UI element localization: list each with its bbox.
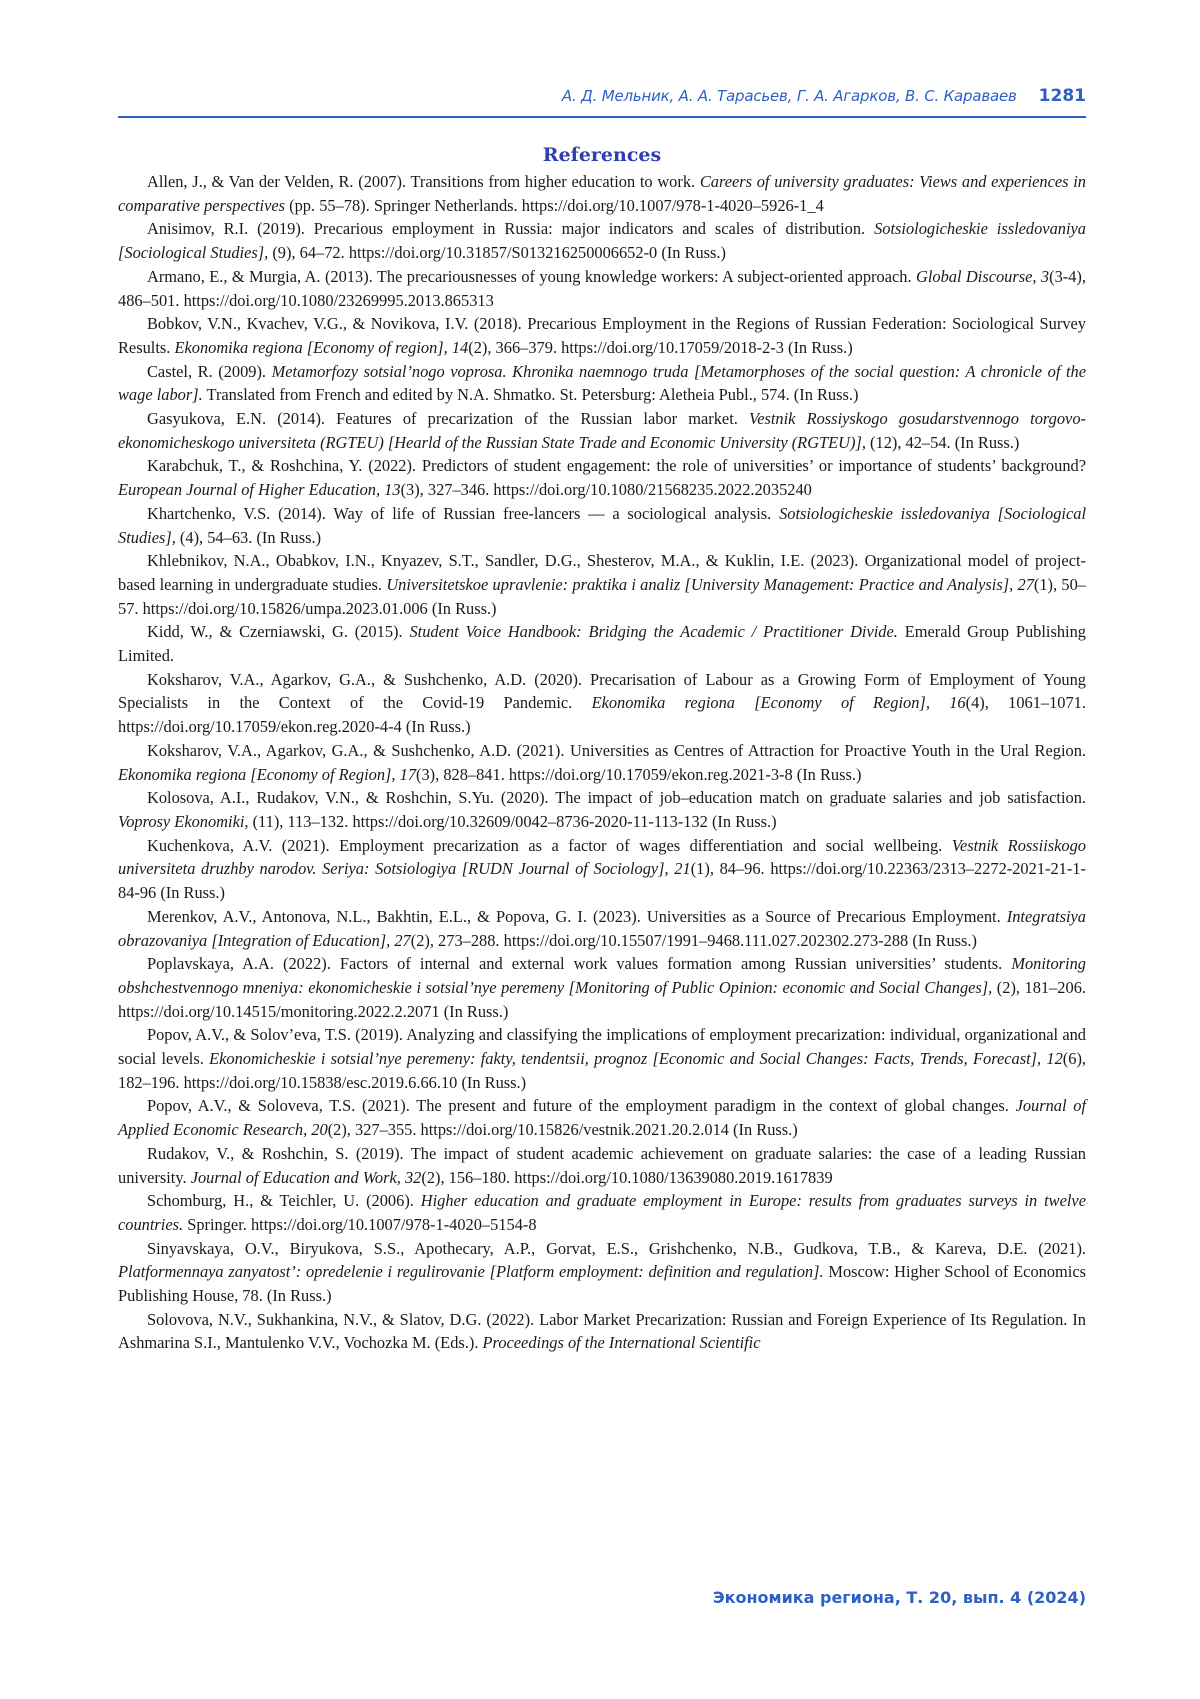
- reference-details: (1), 50–57. https://doi.org/10.15826/umpa.2023.01.006 (In Russ.): [118, 574, 1086, 618]
- reference-details: (6), 182–196. https://doi.org/10.15838/esc.2019.6.66.10 (In Russ.): [118, 1049, 1087, 1092]
- reference-details: (4), 54–63. (In Russ.): [175, 527, 322, 547]
- reference-entry: [118, 170, 1086, 217]
- reference-authors-title: Bobkov, V.N., Kvachev, V.G., & Novikova, I.V. (2018). Precarious Employment in the Regions of Russian Federation: Sociological Survey Results.: [118, 314, 1086, 357]
- reference-entry: [118, 1023, 1086, 1094]
- reference-entry: [118, 217, 1086, 264]
- reference-entry: [118, 407, 1086, 454]
- reference-authors-title: Kidd, W., & Czerniawski, G. (2015).: [147, 622, 410, 642]
- reference-authors-title: Kuchenkova, A.V. (2021). Employment precarization as a factor of wages differentiation and social wellbeing.: [147, 835, 952, 855]
- reference-entry: [118, 1189, 1086, 1236]
- reference-authors-title: Khartchenko, V.S. (2014). Way of life of Russian free-lancers — a sociological analysis.: [147, 503, 780, 523]
- reference-authors-title: Armano, E., & Murgia, A. (2013). The precariousnesses of young knowledge workers: A subject-oriented approach.: [147, 266, 916, 286]
- reference-details: Springer. https://doi.org/10.1007/978-1-4020–5154-8: [183, 1214, 537, 1234]
- reference-entry: [118, 1308, 1086, 1355]
- reference-authors-title: Sinyavskaya, O.V., Biryukova, S.S., Apothecary, A.P., Gorvat, E.S., Grishchenko, N.B., Gudkova, T.B., & Kareva, D.E. (2021).: [147, 1238, 1086, 1258]
- reference-details: (1), 84–96. https://doi.org/10.22363/2313–2272-2021-21-1-84-96 (In Russ.): [118, 859, 1086, 903]
- reference-details: (3), 828–841. https://doi.org/10.17059/ekon.reg.2021-3-8 (In Russ.): [416, 764, 862, 784]
- reference-entry: [118, 1237, 1086, 1308]
- reference-authors-title: Poplavskaya, A.A. (2022). Factors of internal and external work values formation among Russian universities’ students.: [147, 954, 1012, 974]
- reference-source: Voprosy Ekonomiki,: [118, 811, 249, 831]
- reference-authors-title: Solovova, N.V., Sukhankina, N.V., & Slatov, D.G. (2022). Labor Market Precarization: Russian and Foreign Experience of Its Regulation. In Ashmarina S.I., Mantulenko V.V., Vochozka M. (Eds.).: [118, 1309, 1086, 1353]
- references-title: References: [542, 144, 662, 166]
- reference-entry: [118, 834, 1086, 905]
- reference-source: Student Voice Handbook: Bridging the Academic / Practitioner Divide.: [409, 622, 898, 642]
- reference-entry: [118, 668, 1086, 739]
- reference-source: Higher education and graduate employment in Europe: results from graduates surveys in twelve countries.: [118, 1191, 1086, 1234]
- reference-details: Moscow: Higher School of Economics Publishing House, 78. (In Russ.): [118, 1262, 1086, 1306]
- reference-source: Ekonomicheskie i sotsial’nye peremeny: fakty, tendentsii, prognoz [Economic and Social Changes: Facts, Trends, Forecast], 12: [209, 1049, 1063, 1069]
- reference-entry: [118, 786, 1086, 833]
- reference-source: European Journal of Higher Education, 13: [118, 480, 401, 500]
- reference-details: (11), 113–132. https://doi.org/10.32609/0042–8736-2020-11-113-132 (In Russ.): [248, 811, 777, 831]
- reference-authors-title: Popov, A.V., & Solov’eva, T.S. (2019). Analyzing and classifying the implications of employment precarization: individual, organizational and social levels.: [118, 1025, 1086, 1069]
- header-rule: [118, 116, 1086, 118]
- reference-entry: [118, 265, 1086, 312]
- reference-source: Platformennaya zanyatost’: opredelenie i regulirovanie [Platform employment: definition and regulation].: [118, 1262, 824, 1282]
- reference-authors-title: Koksharov, V.A., Agarkov, G.A., & Sushchenko, A.D. (2021). Universities as Centres of Attraction for Proactive Youth in the Ural Region.: [147, 740, 1086, 760]
- page-number: 1281: [1038, 86, 1086, 106]
- reference-authors-title: Popov, A.V., & Soloveva, T.S. (2021). The present and future of the employment paradigm in the context of global changes.: [147, 1096, 1016, 1116]
- reference-details: (2), 273–288. https://doi.org/10.15507/1991–9468.111.027.202302.273-288 (In Russ.): [410, 930, 977, 950]
- reference-entry: [118, 905, 1086, 952]
- reference-source: Monitoring obshchestvennogo mneniya: ekonomicheskie i sotsial’nye peremeny [Monitoring of Public Opinion: economic and Social Changes],: [118, 954, 1086, 997]
- reference-source: Vestnik Rossiiskogo universiteta druzhby narodov. Seriya: Sotsiologiya [RUDN Journal of Sociology], 21: [118, 835, 1086, 879]
- reference-entry: [118, 620, 1086, 667]
- reference-source: Metamorfozy sotsial’nogo voprosa. Khronika naemnogo truda [Metamorphoses of the social question: A chronicle of the wage labor].: [118, 361, 1086, 405]
- reference-details: (9), 64–72. https://doi.org/10.31857/S013216250006652-0 (In Russ.): [268, 243, 726, 263]
- reference-source: Careers of university graduates: Views and experiences in comparative perspectives: [118, 172, 1086, 215]
- reference-source: Sotsiologicheskie issledovaniya [Sociological Studies],: [118, 219, 1086, 263]
- reference-authors-title: Schomburg, H., & Teichler, U. (2006).: [147, 1191, 421, 1211]
- journal-footer: Экономика региона, Т. 20, вып. 4 (2024): [712, 1588, 1086, 1607]
- reference-authors-title: Castel, R. (2009).: [147, 361, 272, 381]
- reference-details: (2), 366–379. https://doi.org/10.17059/2018-2-3 (In Russ.): [468, 337, 853, 357]
- reference-entry: [118, 1094, 1086, 1141]
- reference-entry: [118, 360, 1086, 407]
- references-list: [118, 170, 1086, 1355]
- reference-authors-title: Khlebnikov, N.A., Obabkov, I.N., Knyazev, S.T., Sandler, D.G., Shesterov, M.A., & Kuklin, I.E. (2023). Organizational model of project-based learning in undergraduate studies.: [118, 551, 1086, 594]
- reference-source: Global Discourse, 3: [915, 266, 1050, 286]
- reference-details: (4), 1061–1071. https://doi.org/10.17059/ekon.reg.2020-4-4 (In Russ.): [118, 693, 1086, 737]
- reference-source: Ekonomika regiona [Economy of Region], 16: [591, 693, 966, 713]
- running-header: [118, 86, 1086, 106]
- reference-entry: [118, 952, 1086, 1023]
- running-header-authors: А. Д. Мельник, А. А. Тарасьев, Г. А. Агарков, В. С. Караваев: [561, 87, 1017, 105]
- reference-details: Translated from French and edited by N.A. Shmatko. St. Petersburg: Aletheia Publ., 574. (In Russ.): [202, 385, 859, 405]
- reference-entry: [118, 454, 1086, 501]
- reference-authors-title: Gasyukova, E.N. (2014). Features of precarization of the Russian labor market.: [147, 409, 750, 429]
- reference-source: Proceedings of the International Scientific: [482, 1333, 761, 1353]
- reference-details: (3-4), 486–501. https://doi.org/10.1080/23269995.2013.865313: [118, 266, 1086, 310]
- reference-authors-title: Merenkov, A.V., Antonova, N.L., Bakhtin, E.L., & Popova, G. I. (2023). Universities as a Source of Precarious Employment.: [147, 906, 1007, 926]
- reference-authors-title: Rudakov, V., & Roshchin, S. (2019). The impact of student academic achievement on graduate salaries: the case of a leading Russian university.: [118, 1143, 1086, 1187]
- reference-details: Emerald Group Publishing Limited.: [118, 622, 1087, 666]
- reference-source: Ekonomika regiona [Economy of region], 14: [174, 337, 469, 357]
- reference-source: Integratsiya obrazovaniya [Integration of Education], 27: [118, 906, 1086, 950]
- reference-entry: [118, 1142, 1086, 1189]
- reference-source: Journal of Applied Economic Research, 20: [118, 1096, 1086, 1140]
- reference-entry: [118, 502, 1086, 549]
- reference-source: Journal of Education and Work, 32: [190, 1167, 422, 1187]
- reference-entry: [118, 312, 1086, 359]
- reference-source: Universitetskoe upravlenie: praktika i analiz [University Management: Practice and Analysis], 27: [386, 574, 1034, 594]
- reference-details: (12), 42–54. (In Russ.): [865, 432, 1020, 452]
- reference-authors-title: Anisimov, R.I. (2019). Precarious employment in Russia: major indicators and scales of distribution.: [147, 219, 875, 239]
- reference-source: Sotsiologicheskie issledovaniya [Sociological Studies],: [118, 503, 1086, 547]
- reference-details: (2), 156–180. https://doi.org/10.1080/13639080.2019.1617839: [421, 1167, 833, 1187]
- reference-entry: [118, 739, 1086, 786]
- reference-entry: [118, 549, 1086, 620]
- reference-source: Vestnik Rossiyskogo gosudarstvennogo torgovo-ekonomicheskogo universiteta (RGTEU) [Hearld of the Russian State Trade and Economic University (RGTEU)],: [118, 409, 1086, 452]
- reference-authors-title: Kolosova, A.I., Rudakov, V.N., & Roshchin, S.Yu. (2020). The impact of job–education match on graduate salaries and job satisfaction.: [147, 788, 1086, 808]
- reference-authors-title: Karabchuk, T., & Roshchina, Y. (2022). Predictors of student engagement: the role of universities’ or importance of students’ background?: [147, 456, 1086, 476]
- reference-details: (2), 181–206. https://doi.org/10.14515/monitoring.2022.2.2071 (In Russ.): [118, 977, 1086, 1021]
- reference-details: (2), 327–355. https://doi.org/10.15826/vestnik.2021.20.2.014 (In Russ.): [327, 1120, 798, 1140]
- reference-authors-title: Allen, J., & Van der Velden, R. (2007). Transitions from higher education to work.: [147, 172, 700, 191]
- reference-details: (3), 327–346. https://doi.org/10.1080/21568235.2022.2035240: [400, 480, 812, 500]
- reference-authors-title: Koksharov, V.A., Agarkov, G.A., & Sushchenko, A.D. (2020). Precarisation of Labour as a Growing Form of Employment of Young Specialists in the Context of the Covid-19 Pandemic.: [118, 669, 1086, 713]
- reference-source: Ekonomika regiona [Economy of Region], 17: [118, 764, 417, 784]
- reference-details: (pp. 55–78). Springer Netherlands. https://doi.org/10.1007/978-1-4020–5926-1_4: [285, 195, 824, 215]
